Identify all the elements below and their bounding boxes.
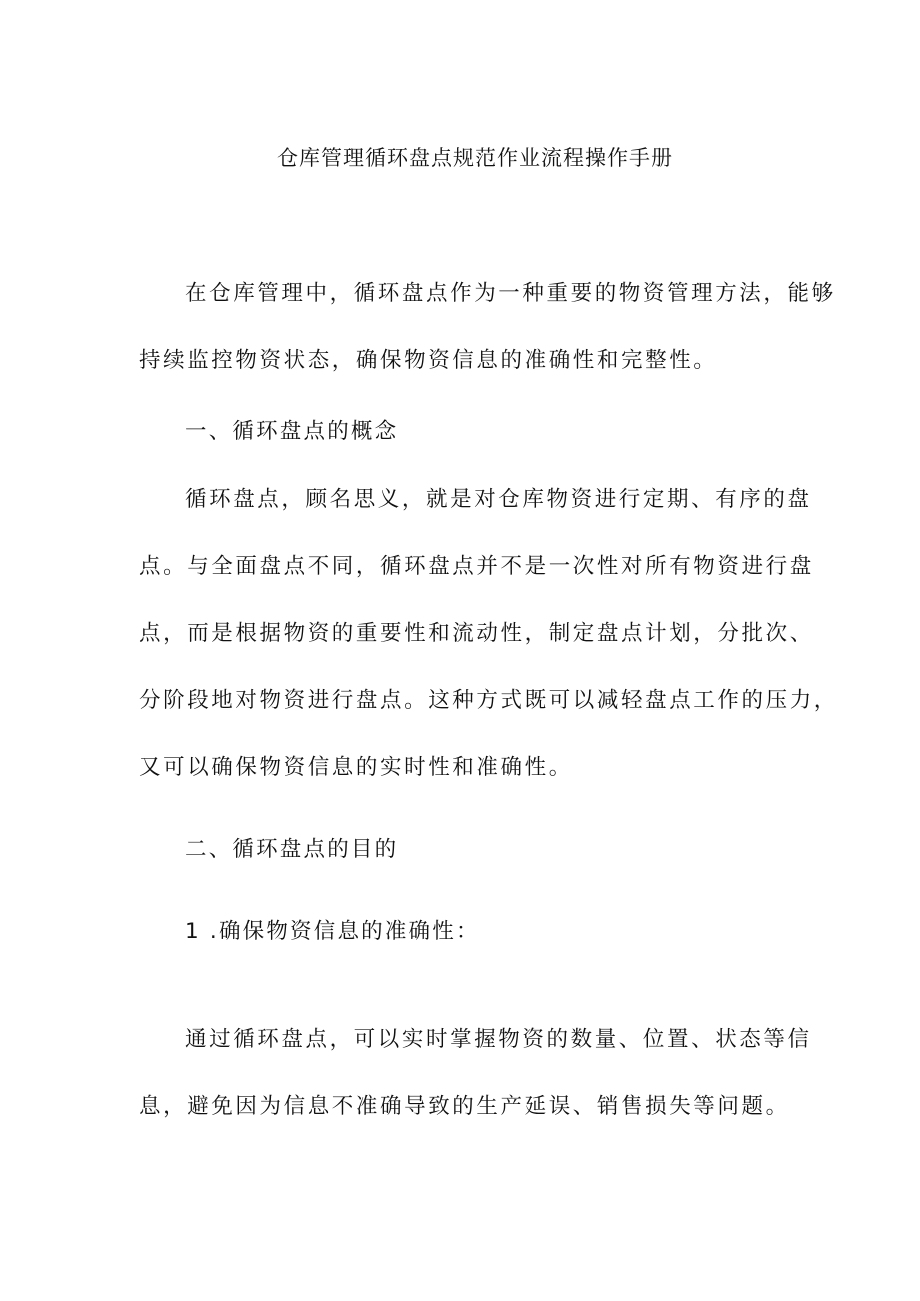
item1-line-1: 通过循环盘点，可以实时掌握物资的数量、位置、状态等信	[185, 1027, 812, 1052]
item1-line-2: 息，避免因为信息不准确导致的生产延误、销售损失等问题。	[139, 1094, 790, 1119]
section1-line-2: 点。与全面盘点不同，循环盘点并不是一次性对所有物资进行盘	[139, 554, 814, 579]
section1-line-3: 点，而是根据物资的重要性和流动性，制定盘点计划，分批次、	[139, 621, 814, 646]
section1-line-5: 又可以确保物资信息的实时性和准确性。	[139, 755, 573, 780]
item1-heading: 1 .确保物资信息的准确性：	[185, 919, 480, 944]
section1-line-4: 分阶段地对物资进行盘点。这种方式既可以减轻盘点工作的压力，	[139, 688, 838, 713]
document-title: 仓库管理循环盘点规范作业流程操作手册	[277, 146, 673, 170]
intro-paragraph	[139, 260, 836, 394]
section2-heading: 二、循环盘点的目的	[185, 837, 399, 862]
section1-line-1: 循环盘点，顾名思义，就是对仓库物资进行定期、有序的盘	[185, 487, 812, 512]
intro-line-1: 在仓库管理中，循环盘点作为一种重要的物资管理方法，能够	[185, 281, 836, 306]
section1-paragraph	[139, 466, 838, 801]
item1-paragraph	[139, 1006, 812, 1140]
section1-heading: 一、循环盘点的概念	[185, 419, 399, 444]
intro-line-2: 持续监控物资状态，确保物资信息的准确性和完整性。	[139, 348, 718, 373]
